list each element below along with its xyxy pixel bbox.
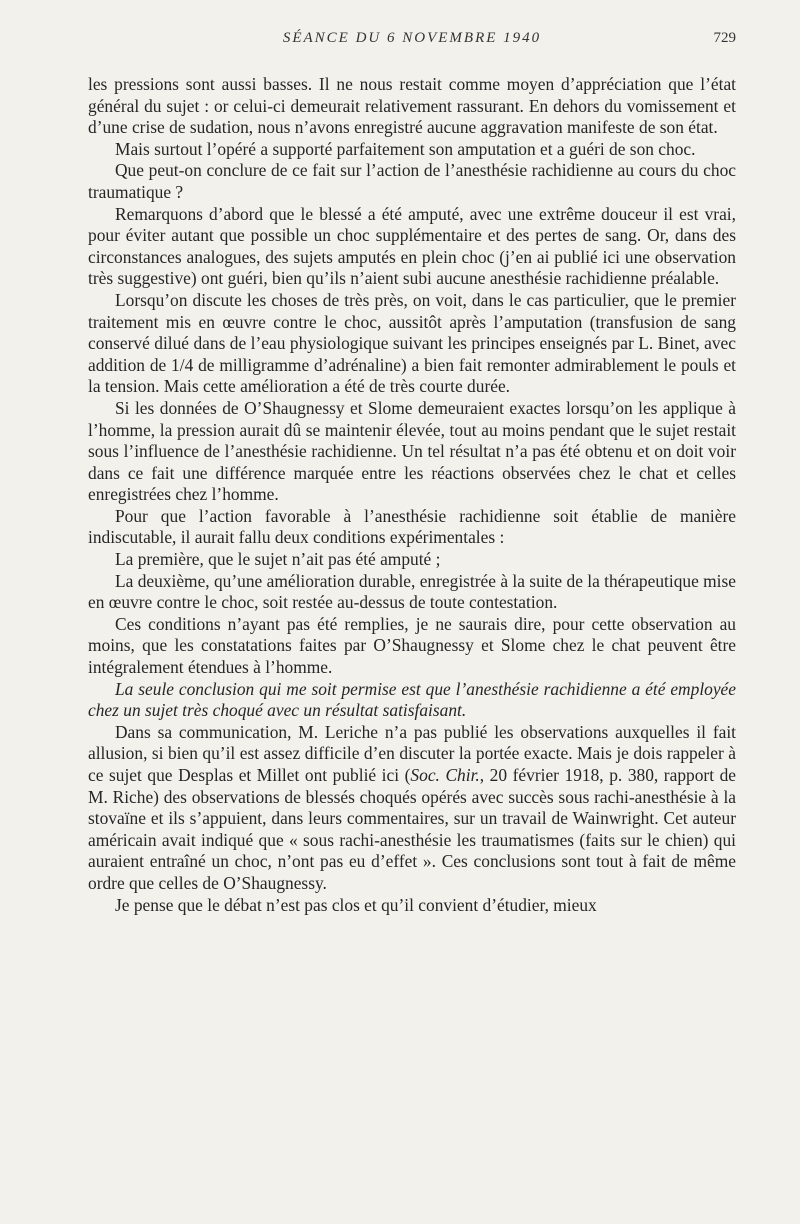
paragraph: Lorsqu’on discute les choses de très près, on voit, dans le cas particulier, que le premier traitement mis en œuvre contre le choc, aussitôt après l’amputation (transfusion de sang conservé dilué dans de l’eau physiologique suivant les principes enseignés par L. Binet, avec addition de 1/4 de milligramme d’adrénaline) a bien fait remonter admirablement le pouls et la tension. Mais cette amélioration a été de très courte durée.	[88, 289, 736, 397]
page-header	[88, 30, 736, 54]
paragraph-continuation: les pressions sont aussi basses. Il ne nous restait comme moyen d’appréciation que l’état général du sujet : or celui-ci demeurait relativement rassurant. En dehors du vomissement et d’une crise de sudation, nous n’avons enregistré aucune aggravation manifeste de son état.	[88, 74, 736, 138]
paragraph: Si les données de O’Shaugnessy et Slome demeuraient exactes lorsqu’on les applique à l’homme, la pression aurait dû se maintenir élevée, tout au moins pendant que le sujet restait sous l’influence de l’anesthésie rachidienne. Un tel résultat n’a pas été obtenu et on doit voir dans ce fait une différence marquée entre les réactions observées chez le chat et celles enregistrées chez l’homme.	[88, 397, 736, 505]
italic-conclusion: La seule conclusion qui me soit permise est que l’anesthésie rachidienne a été employée chez un sujet très choqué avec un résultat satisfaisant.	[88, 678, 736, 721]
paragraph	[88, 722, 736, 895]
running-title: SÉANCE DU 6 NOVEMBRE 1940	[282, 30, 542, 46]
paragraph: Que peut-on conclure de ce fait sur l’action de l’anesthésie rachidienne au cours du choc traumatique ?	[88, 160, 736, 202]
paragraph: Ces conditions n’ayant pas été remplies, je ne saurais dire, pour cette observation au moins, que les constatations faites par O’Shaugnessy et Slome chez le chat peuvent être intégralement étendues à l’homme.	[88, 613, 736, 678]
paragraph: La deuxième, qu’une amélioration durable, enregistrée à la suite de la thérapeutique mise en œuvre contre le choc, soit restée au-dessus de toute contestation.	[88, 570, 736, 613]
text-span: , 20 février 1918, p. 380, rapport de M. Riche) des observations de blessés choqués opérés avec succès sous rachi-anesthésie à la stovaïne et ils s’appuient, dans leurs commentaires, sur un travail de Wainwright. Cet auteur américain avait indiqué que « sous rachi-anesthésie les traumatismes (faits sur le chien) qui auraient entraîné un choc, n’ont pas eu d’effet ». Ces conclusions sont tout à fait de même ordre que celles de O’Shaugnessy.	[88, 765, 737, 893]
paragraph: Pour que l’action favorable à l’anesthésie rachidienne soit établie de manière indiscutable, il aurait fallu deux conditions expérimentales :	[88, 505, 736, 548]
paragraph: Mais surtout l’opéré a supporté parfaitement son amputation et a guéri de son choc.	[115, 138, 696, 159]
paragraph: Je pense que le débat n’est pas clos et qu’il convient d’étudier, mieux	[115, 894, 597, 915]
journal-citation: Soc. Chir.	[410, 765, 480, 785]
text-span: Dans sa communication, M. Leriche n’a pas publié les observations auxquelles il fait allusion, si bien qu’il est assez difficile d’en discuter la portée exacte. Mais je dois rappeler à ce sujet que Desplas et Millet ont publié ici (	[88, 721, 736, 785]
paragraph: Remarquons d’abord que le blessé a été amputé, avec une extrême douceur il est vrai, pour éviter autant que possible un choc supplémentaire et des pertes de sang. Or, dans des circonstances analogues, des sujets amputés en plein choc (j’en ai publié ici une observation très suggestive) ont guéri, bien qu’ils n’aient subi aucune anesthésie rachidienne préalable.	[88, 203, 736, 289]
body-text	[88, 74, 736, 916]
page-number: 729	[713, 30, 736, 46]
paragraph: La première, que le sujet n’ait pas été amputé ;	[115, 549, 441, 570]
